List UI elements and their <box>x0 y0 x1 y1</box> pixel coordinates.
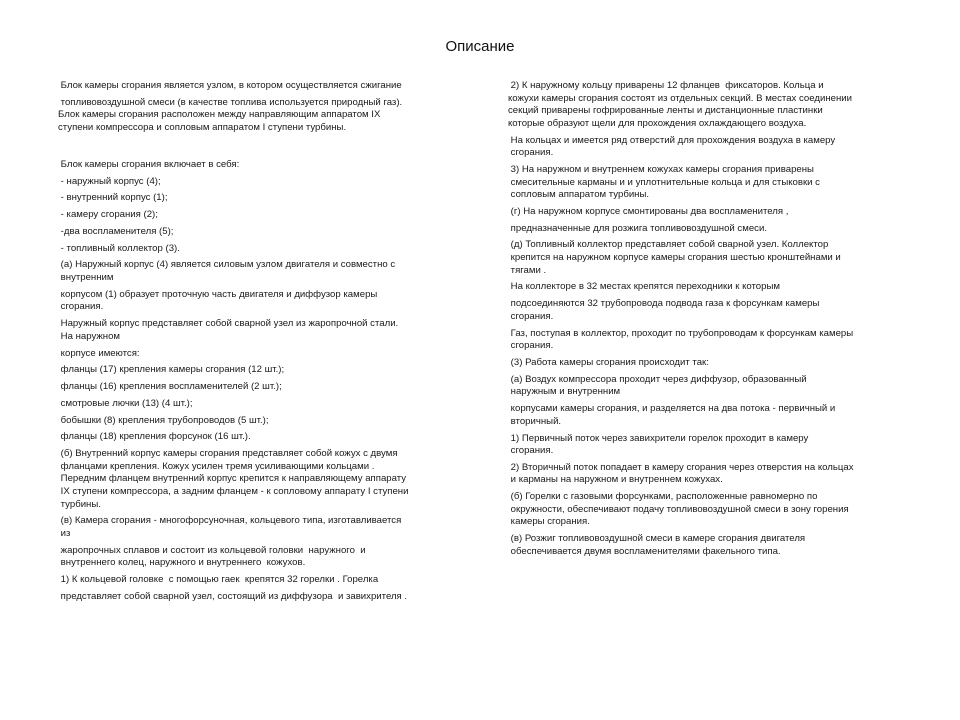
paragraph: -два воспламенителя (5); <box>58 225 174 237</box>
paragraph: представляет собой сварной узел, состоящий из диффузора и завихрителя . <box>58 590 408 602</box>
paragraph: 2) Вторичный поток попадает в камеру сгорания через отверстия на кольцах и карманы на наружном и внутреннем кожухах. <box>510 461 854 486</box>
paragraph: (3) Работа камеры сгорания происходит так: <box>508 356 709 368</box>
paragraph: Наружный корпус представляет собой сварной узел из жаропрочной стали. На наружном <box>60 318 399 342</box>
paragraph: фланцы (16) крепления воспламенителей (2 шт.); <box>58 381 282 393</box>
paragraph: бобышки (8) крепления трубопроводов (5 шт.); <box>58 414 269 426</box>
paragraph: - наружный корпус (4); <box>58 175 161 187</box>
paragraph: фланцы (18) крепления форсунок (16 шт.). <box>58 431 251 443</box>
paragraph: 1) К кольцевой головке с помощью гаек крепятся 32 горелки . Горелка <box>58 574 379 586</box>
paragraph: (б) Горелки с газовыми форсунками, расположенные равномерно по окружности, обеспечивают подачу топливовоздушной смеси в зону горения камеры сгорания. <box>510 491 849 528</box>
page-title: Описание <box>445 38 515 55</box>
paragraph: 1) Первичный поток через завихрители горелок проходит в камеру сгорания. <box>510 432 809 457</box>
paragraph: корпусами камеры сгорания, и разделяется на два потока - первичный и вторичный. <box>510 403 836 427</box>
paragraph: (а) Воздух компрессора проходит через диффузор, образованный наружным и внутренним <box>510 373 807 398</box>
paragraph: Блок камеры сгорания является узлом, в котором осуществляется сжигание <box>58 80 402 91</box>
right-column <box>508 80 904 563</box>
paragraph: (в) Розжиг топливовоздушной смеси в камере сгорания двигателя обеспечивается двумя воспламенителями факельного типа. <box>510 533 806 557</box>
paragraph: (г) На наружном корпусе смонтированы два воспламенителя , <box>508 205 789 217</box>
paragraph: предназначенные для розжига топливовоздушной смеси. <box>508 222 767 234</box>
paragraph: корпусе имеются: <box>58 347 140 359</box>
paragraph: корпусом (1) образует проточную часть двигателя и диффузор камеры сгорания. <box>60 288 378 313</box>
paragraph: топливовоздушной смеси (в качестве топлива используется природный газ). Блок камеры сгорания расположен между направляющим аппаратом IX ступени компрессора и сопловым аппаратом I ступени турбины. <box>58 96 403 133</box>
paragraph: (в) Камера сгорания - многофорсуночная, кольцевого типа, изготавливается из <box>60 515 402 539</box>
paragraph: (д) Топливный коллектор представляет собой сварной узел. Коллектор крепится на наружном корпусе камеры сгорания шестью кронштейнами и тягами . <box>510 239 841 276</box>
paragraph: 3) На наружном и внутреннем кожухах камеры сгорания приварены смесительные карманы и и уплотнительные кольца и для стыковки с сопловым аппаратом турбины. <box>510 163 820 201</box>
paragraph: На коллекторе в 32 местах крепятся переходники к которым <box>508 281 780 293</box>
paragraph: 2) К наружному кольцу приварены 12 фланцев фиксаторов. Кольца и кожухи камеры сгорания состоят из отдельных секций. В местах соединении секций приварены гофрированные ленты и дистанционные пластинки которые образуют щели для прохождения охлаждающего воздуха. <box>508 80 852 129</box>
paragraph: Блок камеры сгорания включает в себя: <box>58 158 240 170</box>
paragraph: подсоединяются 32 трубопровода подвода газа к форсункам камеры сгорания. <box>510 298 820 322</box>
paragraph: жаропрочных сплавов и состоит из кольцевой головки наружного и внутреннего колец, наружного и внутреннего кожухов. <box>60 544 366 569</box>
paragraph: (б) Внутренний корпус камеры сгорания представляет собой кожух с двумя фланцами крепления. Кожух усилен тремя усиливающими кольцами . Передним фланцем внутренний корпус крепится к направляющему аппарату IX ступени компрессора, а задним фланцем - к сопловому аппарату I ступени турбины. <box>60 448 409 510</box>
paragraph: (а) Наружный корпус (4) является силовым узлом двигателя и совместно с внутренним <box>60 259 396 284</box>
paragraph: - камеру сгорания (2); <box>58 209 158 221</box>
paragraph: На кольцах и имеется ряд отверстий для прохождения воздуха в камеру сгорания. <box>510 134 836 159</box>
paragraph: - топливный коллектор (3). <box>58 242 180 254</box>
paragraph: - внутренний корпус (1); <box>58 192 168 204</box>
paragraph-spacer <box>58 139 460 159</box>
left-column <box>58 80 460 608</box>
paragraph: Газ, поступая в коллектор, проходит по трубопроводам к форсункам камеры сгорания. <box>510 327 854 352</box>
paragraph: фланцы (17) крепления камеры сгорания (12 шт.); <box>58 364 285 376</box>
paragraph: смотровые лючки (13) (4 шт.); <box>58 397 193 409</box>
